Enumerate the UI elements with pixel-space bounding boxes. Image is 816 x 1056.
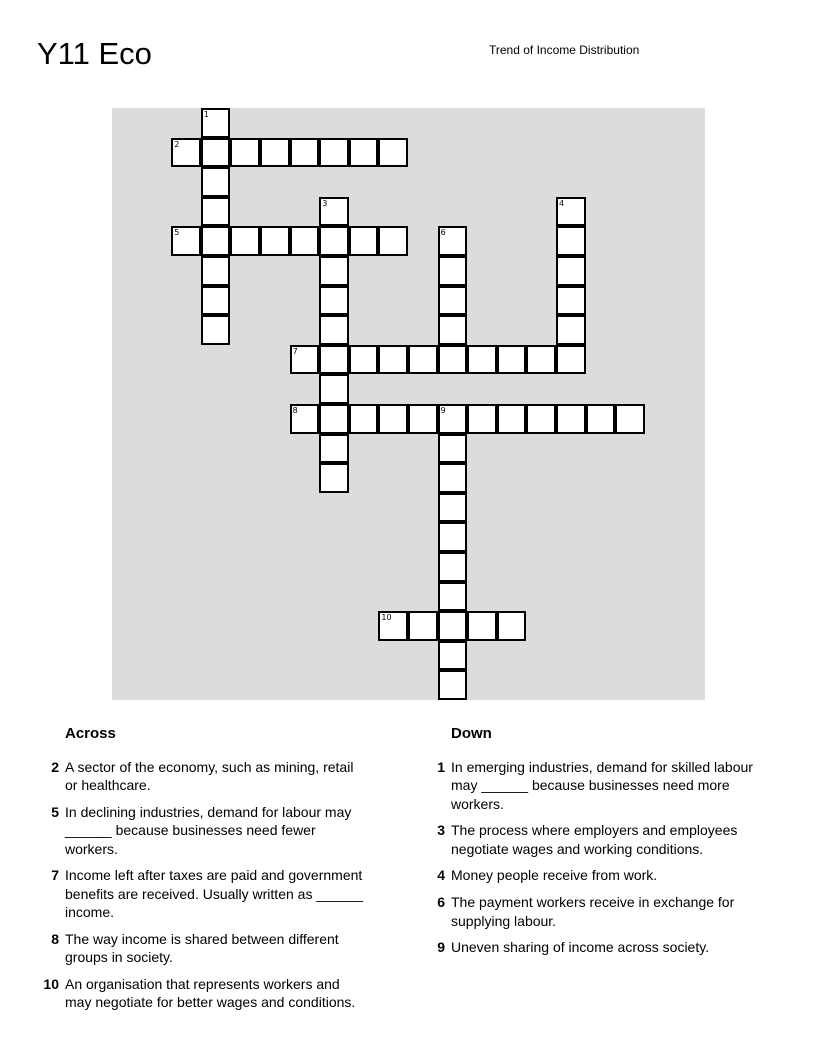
page-title: Y11 Eco <box>37 36 152 71</box>
grid-cell[interactable] <box>171 226 201 256</box>
grid-cell[interactable] <box>201 138 231 168</box>
grid-cell[interactable] <box>319 345 349 375</box>
grid-cell[interactable] <box>201 108 231 138</box>
grid-cell[interactable] <box>438 641 468 671</box>
grid-cell[interactable] <box>438 404 468 434</box>
grid-cell[interactable] <box>319 256 349 286</box>
grid-cell[interactable] <box>260 138 290 168</box>
cell-number: 1 <box>203 110 209 119</box>
page-subtitle: Trend of Income Distribution <box>489 43 640 57</box>
grid-cell[interactable] <box>230 138 260 168</box>
grid-cell[interactable] <box>556 315 586 345</box>
clue-text: The way income is shared between different groups in society. <box>65 930 339 966</box>
across-heading: Across <box>65 725 116 742</box>
grid-cell[interactable] <box>290 226 320 256</box>
grid-cell[interactable] <box>378 611 408 641</box>
grid-cell[interactable] <box>408 345 438 375</box>
grid-cell[interactable] <box>349 404 379 434</box>
clue-text: A sector of the economy, such as mining, retail or healthcare. <box>65 759 354 794</box>
across-clues <box>37 725 367 1020</box>
grid-cell[interactable] <box>290 138 320 168</box>
cell-number: 9 <box>440 406 446 415</box>
grid-cell[interactable] <box>378 345 408 375</box>
grid-cell[interactable] <box>526 404 556 434</box>
grid-cell[interactable] <box>497 611 527 641</box>
grid-cell[interactable] <box>230 226 260 256</box>
cell-number: 5 <box>174 228 180 238</box>
grid-cell[interactable] <box>201 315 231 345</box>
across-clue-list <box>37 758 367 1012</box>
grid-cell[interactable] <box>615 404 645 434</box>
clue-number: 5 <box>51 804 59 821</box>
clue-number: 3 <box>437 822 445 839</box>
cell-number: 2 <box>174 139 180 149</box>
clue-item <box>423 893 753 930</box>
grid-cell[interactable] <box>438 434 468 464</box>
grid-cell[interactable] <box>438 611 468 641</box>
crossword-grid <box>112 108 705 700</box>
grid-cell[interactable] <box>319 463 349 493</box>
grid-cell[interactable] <box>438 582 468 612</box>
clue-item <box>423 758 753 813</box>
clue-number: 8 <box>51 930 59 947</box>
clue-text: In emerging industries, demand for skilled labour may ______ because businesses need more workers. <box>451 759 753 812</box>
grid-cell[interactable] <box>201 167 231 197</box>
grid-cell[interactable] <box>319 286 349 316</box>
down-heading: Down <box>451 725 492 742</box>
grid-cell[interactable] <box>556 286 586 316</box>
cell-number: 3 <box>322 198 328 208</box>
cell-number: 8 <box>292 406 298 415</box>
clue-item <box>37 975 367 1012</box>
grid-cell[interactable] <box>438 463 468 493</box>
clue-item <box>37 866 367 921</box>
grid-cell[interactable] <box>438 493 468 523</box>
grid-cell[interactable] <box>526 345 556 375</box>
grid-cell[interactable] <box>497 404 527 434</box>
grid-cell[interactable] <box>438 552 468 582</box>
grid-cell[interactable] <box>408 404 438 434</box>
clue-text: The process where employers and employees negotiate wages and working conditions. <box>451 822 738 857</box>
clue-text: Uneven sharing of income across society. <box>451 939 710 956</box>
clue-number: 10 <box>43 975 59 992</box>
grid-cell[interactable] <box>586 404 616 434</box>
grid-cell[interactable] <box>201 286 231 316</box>
clue-number: 1 <box>437 759 445 775</box>
grid-cell[interactable] <box>556 197 586 227</box>
grid-cell[interactable] <box>438 522 468 552</box>
clue-number: 4 <box>437 867 445 884</box>
clue-item <box>37 758 367 795</box>
clue-text: In declining industries, demand for labour may ______ because businesses need fewer workers. <box>65 804 352 857</box>
cell-number: 7 <box>292 346 298 356</box>
clue-item <box>37 930 367 967</box>
cell-number: 6 <box>440 228 446 238</box>
grid-cell[interactable] <box>201 197 231 227</box>
grid-cell[interactable] <box>349 345 379 375</box>
grid-cell[interactable] <box>438 256 468 286</box>
clue-text: Income left after taxes are paid and government benefits are received. Usually written as ______ income. <box>65 867 364 921</box>
down-clue-list <box>423 758 753 957</box>
grid-cell[interactable] <box>556 345 586 375</box>
grid-cell[interactable] <box>201 226 231 256</box>
grid-cell[interactable] <box>319 197 349 227</box>
grid-cell[interactable] <box>408 611 438 641</box>
grid-cell[interactable] <box>319 226 349 256</box>
grid-cell[interactable] <box>319 374 349 404</box>
clue-number: 2 <box>51 759 59 775</box>
clue-item <box>37 803 367 858</box>
clue-number: 6 <box>437 894 445 911</box>
grid-cell[interactable] <box>467 345 497 375</box>
grid-cell[interactable] <box>556 404 586 434</box>
grid-cell[interactable] <box>438 345 468 375</box>
grid-cell[interactable] <box>378 138 408 168</box>
clue-item <box>423 938 753 956</box>
grid-cell[interactable] <box>497 345 527 375</box>
cell-number: 10 <box>381 613 392 623</box>
grid-cell[interactable] <box>260 226 290 256</box>
grid-cell[interactable] <box>319 404 349 434</box>
grid-cell[interactable] <box>467 611 497 641</box>
clue-text: Money people receive from work. <box>451 867 658 884</box>
grid-cell[interactable] <box>319 434 349 464</box>
grid-cell[interactable] <box>319 138 349 168</box>
clue-text: The payment workers receive in exchange for supplying labour. <box>451 894 735 929</box>
grid-cell[interactable] <box>556 256 586 286</box>
grid-cell[interactable] <box>438 670 468 700</box>
clue-number: 7 <box>51 867 59 884</box>
grid-cell[interactable] <box>349 226 379 256</box>
grid-cell[interactable] <box>438 286 468 316</box>
grid-cell[interactable] <box>349 138 379 168</box>
clue-item <box>423 866 753 884</box>
grid-cell[interactable] <box>290 404 320 434</box>
down-clues <box>423 725 753 965</box>
clue-number: 9 <box>437 939 445 956</box>
grid-cell[interactable] <box>378 404 408 434</box>
grid-cell[interactable] <box>319 315 349 345</box>
clue-item <box>423 821 753 858</box>
grid-cell[interactable] <box>467 404 497 434</box>
grid-cell[interactable] <box>438 226 468 256</box>
grid-cell[interactable] <box>556 226 586 256</box>
grid-cell[interactable] <box>171 138 201 168</box>
grid-cell[interactable] <box>438 315 468 345</box>
cell-number: 4 <box>559 198 565 208</box>
grid-cell[interactable] <box>290 345 320 375</box>
grid-cell[interactable] <box>201 256 231 286</box>
clue-text: An organisation that represents workers and may negotiate for better wages and conditions. <box>65 975 356 1011</box>
grid-cell[interactable] <box>378 226 408 256</box>
